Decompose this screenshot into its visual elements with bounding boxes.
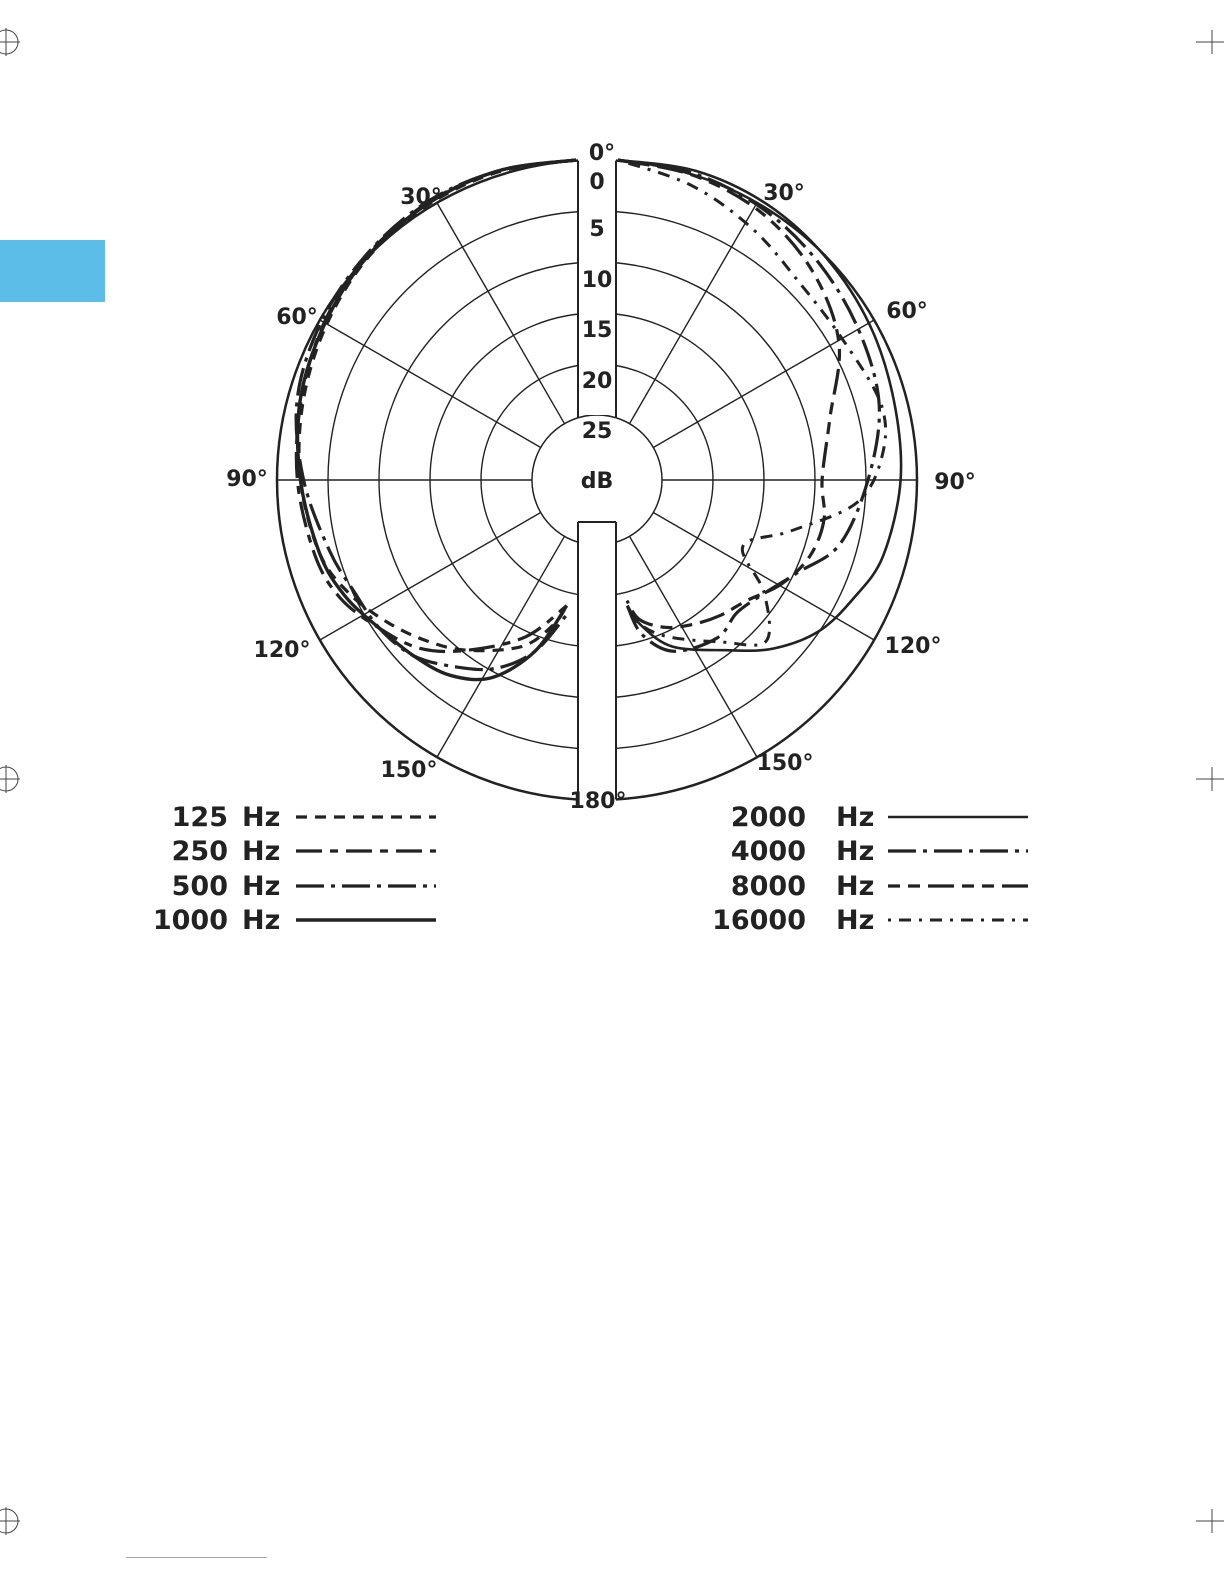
neck-fill bbox=[593, 525, 601, 565]
db-tick-20: 20 bbox=[581, 369, 613, 394]
db-tick-10: 10 bbox=[581, 268, 613, 293]
legend-item-16000hz bbox=[712, 905, 1028, 936]
legend-freq-250: 250 bbox=[171, 836, 228, 867]
registration-mark-top-left bbox=[0, 28, 20, 56]
registration-mark-top-right bbox=[1196, 30, 1224, 54]
legend-freq-4000: 4000 bbox=[730, 836, 806, 867]
curve-4000hz-right bbox=[618, 160, 879, 651]
legend-item-1000hz bbox=[153, 905, 436, 936]
legend-unit-500: Hz bbox=[242, 871, 281, 902]
registration-mark-bottom-left bbox=[0, 1507, 20, 1535]
legend-item-500hz bbox=[172, 871, 436, 902]
legend-item-125hz bbox=[172, 802, 436, 833]
db-tick-15: 15 bbox=[581, 318, 613, 343]
db-tick-0: 0 bbox=[589, 170, 605, 195]
db-tick-5: 5 bbox=[589, 217, 605, 242]
legend-unit-4000: Hz bbox=[836, 836, 875, 867]
angle-label-right-90: 90° bbox=[934, 470, 976, 495]
legend bbox=[153, 802, 1028, 936]
legend-unit-125: Hz bbox=[242, 802, 281, 833]
legend-item-250hz bbox=[172, 836, 436, 867]
angle-label-right-120: 120° bbox=[884, 634, 942, 659]
curve-1000hz-left bbox=[298, 160, 576, 680]
angle-label-right-150: 150° bbox=[756, 751, 814, 776]
angle-label-left-60: 60° bbox=[276, 305, 318, 330]
legend-unit-1000: Hz bbox=[242, 905, 281, 936]
angle-label-right-30: 30° bbox=[763, 181, 805, 206]
legend-item-8000hz bbox=[731, 871, 1028, 902]
angle-label-left-30: 30° bbox=[400, 185, 442, 210]
angle-label-180: 180° bbox=[569, 789, 627, 814]
curve-16000hz-right bbox=[618, 160, 886, 645]
legend-freq-16000: 16000 bbox=[712, 905, 806, 936]
legend-unit-2000: Hz bbox=[836, 802, 875, 833]
angle-label-left-90: 90° bbox=[226, 467, 268, 492]
angle-label-right-60: 60° bbox=[886, 299, 928, 324]
angle-label-0: 0° bbox=[588, 141, 616, 166]
registration-mark-bottom-right bbox=[1196, 1509, 1224, 1533]
legend-item-4000hz bbox=[731, 836, 1028, 867]
db-unit-label: dB bbox=[580, 469, 614, 494]
legend-freq-500: 500 bbox=[171, 871, 228, 902]
legend-unit-250: Hz bbox=[242, 836, 281, 867]
legend-freq-125: 125 bbox=[171, 802, 228, 833]
legend-item-2000hz bbox=[731, 802, 1028, 833]
registration-mark-mid-left bbox=[0, 765, 20, 793]
angle-label-left-120: 120° bbox=[253, 638, 311, 663]
legend-freq-8000: 8000 bbox=[730, 871, 806, 902]
legend-unit-16000: Hz bbox=[836, 905, 875, 936]
registration-mark-mid-right bbox=[1196, 767, 1224, 791]
legend-freq-2000: 2000 bbox=[730, 802, 806, 833]
angle-label-left-150: 150° bbox=[380, 758, 438, 783]
legend-unit-8000: Hz bbox=[836, 871, 875, 902]
curve-8000hz-right bbox=[618, 160, 839, 628]
db-tick-25: 25 bbox=[581, 419, 613, 444]
legend-freq-1000: 1000 bbox=[152, 905, 228, 936]
